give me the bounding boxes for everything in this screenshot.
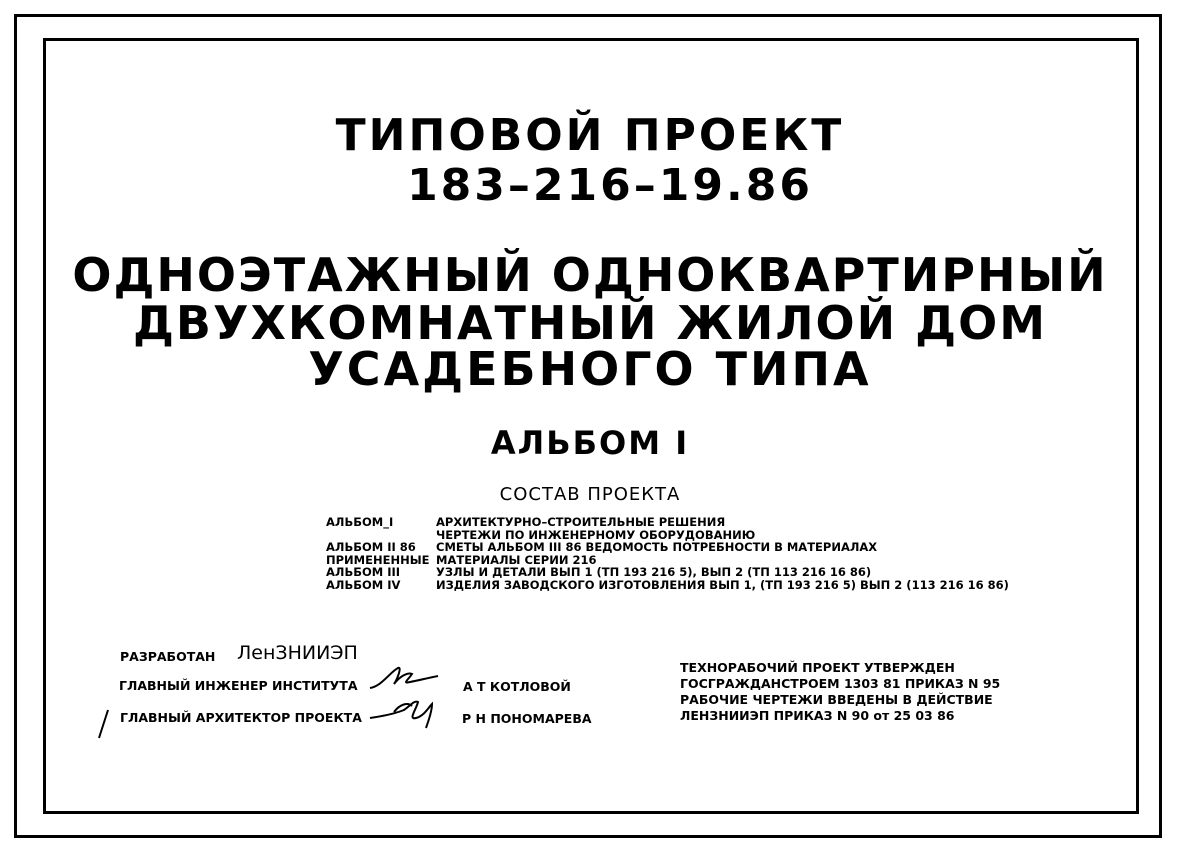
approval-line: ЛЕНЗНИИЭП ПРИКАЗ N 90 от 25 03 86 bbox=[680, 708, 955, 723]
chief-engineer-signature bbox=[368, 664, 440, 694]
composition-key: ПРИМЕНЕННЫЕ bbox=[326, 552, 430, 567]
approval-line: ТЕХНОРАБОЧИЙ ПРОЕКТ УТВЕРЖДЕН bbox=[680, 660, 955, 675]
composition-title: СОСТАВ ПРОЕКТА bbox=[499, 484, 681, 505]
chief-architect-label: ГЛАВНЫЙ АРХИТЕКТОР ПРОЕКТА bbox=[120, 710, 362, 725]
project-number: 183–216–19.86 bbox=[407, 160, 813, 211]
margin-tick-mark bbox=[96, 708, 112, 740]
composition-key: АЛЬБОМ_I bbox=[326, 515, 394, 529]
composition-value: ИЗДЕЛИЯ ЗАВОДСКОГО ИЗГОТОВЛЕНИЯ ВЫП 1, (ТП 193 216 5) ВЫП 2 (113 216 16 86) bbox=[436, 577, 1009, 592]
approval-line: РАБОЧИЕ ЧЕРТЕЖИ ВВЕДЕНЫ В ДЕЙСТВИЕ bbox=[680, 692, 993, 707]
composition-value: АРХИТЕКТУРНО–СТРОИТЕЛЬНЫЕ РЕШЕНИЯ bbox=[436, 515, 726, 529]
composition-key: АЛЬБОМ II 86 bbox=[326, 540, 416, 554]
composition-key: АЛЬБОМ III bbox=[326, 565, 401, 579]
album-title: АЛЬБОМ I bbox=[490, 424, 690, 462]
title-line-1: ТИПОВОЙ ПРОЕКТ bbox=[335, 110, 845, 161]
heading-line-1: ОДНОЭТАЖНЫЙ ОДНОКВАРТИРНЫЙ bbox=[72, 248, 1108, 302]
heading-line-3: УСАДЕБНОГО ТИПА bbox=[308, 342, 872, 396]
developer-organization: ЛенЗНИИЭП bbox=[237, 642, 358, 664]
composition-key: АЛЬБОМ IV bbox=[326, 577, 401, 592]
developed-label: РАЗРАБОТАН bbox=[120, 649, 216, 664]
chief-engineer-name: А Т КОТЛОВОЙ bbox=[463, 679, 571, 694]
chief-architect-signature bbox=[370, 696, 442, 732]
chief-engineer-label: ГЛАВНЫЙ ИНЖЕНЕР ИНСТИТУТА bbox=[119, 678, 358, 693]
approval-block bbox=[680, 660, 1000, 724]
composition-value: ЧЕРТЕЖИ ПО ИНЖЕНЕРНОМУ ОБОРУДОВАНИЮ bbox=[436, 527, 756, 542]
chief-architect-name: Р Н ПОНОМАРЕВА bbox=[462, 711, 592, 726]
approval-line: ГОСГРАЖДАНСТРОЕМ 1303 81 ПРИКАЗ N 95 bbox=[680, 676, 1001, 691]
composition-value: СМЕТЫ АЛЬБОМ III 86 ВЕДОМОСТЬ ПОТРЕБНОСТИ В МАТЕРИАЛАХ bbox=[436, 540, 878, 554]
composition-value: УЗЛЫ И ДЕТАЛИ ВЫП 1 (ТП 193 216 5), ВЫП 2 (ТП 113 216 16 86) bbox=[436, 565, 872, 579]
heading-line-2: ДВУХКОМНАТНЫЙ ЖИЛОЙ ДОМ bbox=[132, 296, 1048, 350]
composition-value: МАТЕРИАЛЫ СЕРИИ 216 bbox=[436, 552, 597, 567]
